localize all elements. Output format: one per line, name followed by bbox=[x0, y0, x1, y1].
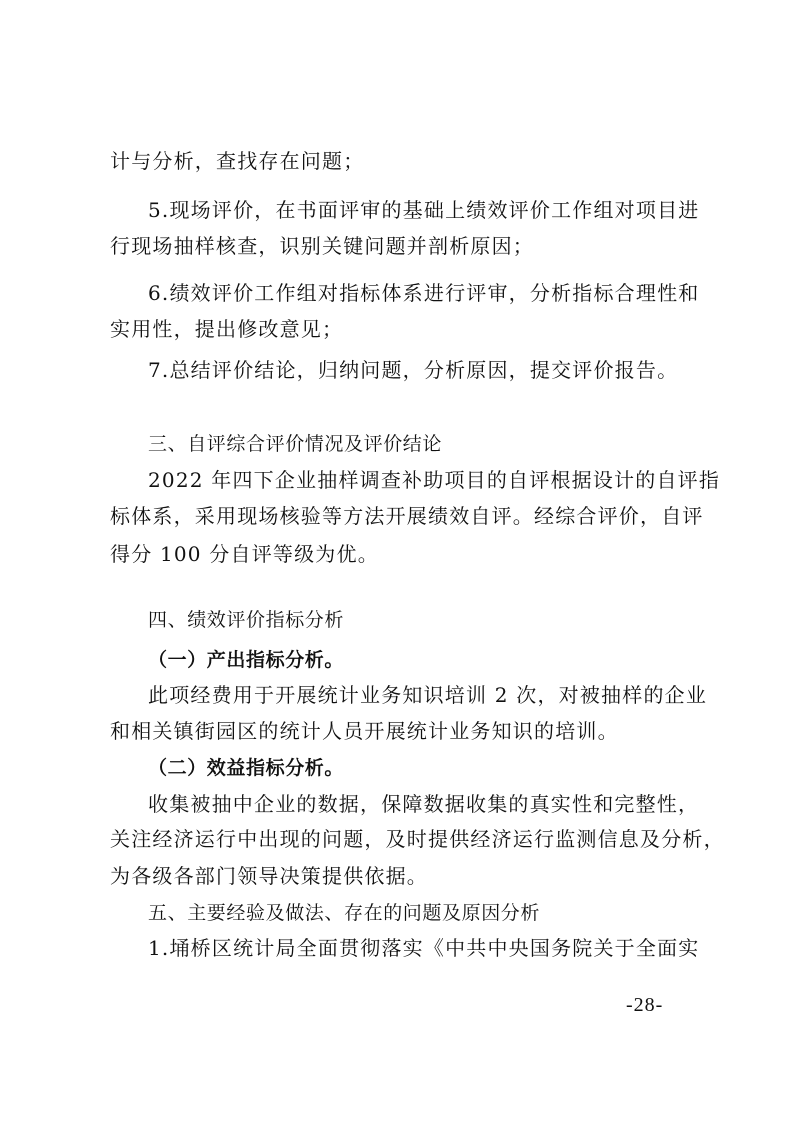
text-line: 行现场抽样核查，识别关键问题并剖析原因； bbox=[110, 234, 534, 258]
text-line: 得分 100 分自评等级为优。 bbox=[110, 542, 379, 566]
section-5-title: 五、主要经验及做法、存在的问题及原因分析 bbox=[148, 902, 541, 924]
text-line: 计与分析，查找存在问题； bbox=[110, 149, 365, 173]
text-line: 和相关镇街园区的统计人员开展统计业务知识的培训。 bbox=[110, 719, 619, 743]
text-line: 7.总结评价结论，归纳问题，分析原因，提交评价报告。 bbox=[148, 358, 679, 382]
section-4-title: 四、绩效评价指标分析 bbox=[148, 609, 345, 631]
text-line: 5.现场评价，在书面评审的基础上绩效评价工作组对项目进 bbox=[148, 198, 700, 222]
text-line: 收集被抽中企业的数据，保障数据收集的真实性和完整性， bbox=[148, 792, 700, 816]
text-line: 为各级各部门领导决策提供依据。 bbox=[110, 864, 428, 888]
text-line: 2022 年四下企业抽样调查补助项目的自评根据设计的自评指 bbox=[148, 468, 721, 492]
text-line: 1.埇桥区统计局全面贯彻落实《中共中央国务院关于全面实 bbox=[148, 936, 700, 960]
text-line: 标体系，采用现场核验等方法开展绩效自评。经综合评价，自评 bbox=[110, 504, 704, 528]
page-number: -28- bbox=[626, 994, 664, 1016]
text-line: 此项经费用于开展统计业务知识培训 2 次，对被抽样的企业 bbox=[148, 683, 708, 707]
section-4-sub2-title: （二）效益指标分析。 bbox=[148, 757, 345, 779]
text-line: 6.绩效评价工作组对指标体系进行评审，分析指标合理性和 bbox=[148, 281, 700, 305]
text-line: 实用性，提出修改意见； bbox=[110, 317, 344, 341]
text-line: 关注经济运行中出现的问题，及时提供经济运行监测信息及分析， bbox=[110, 827, 725, 851]
section-3-title: 三、自评综合评价情况及评价结论 bbox=[148, 433, 443, 455]
section-4-sub1-title: （一）产出指标分析。 bbox=[148, 649, 345, 671]
